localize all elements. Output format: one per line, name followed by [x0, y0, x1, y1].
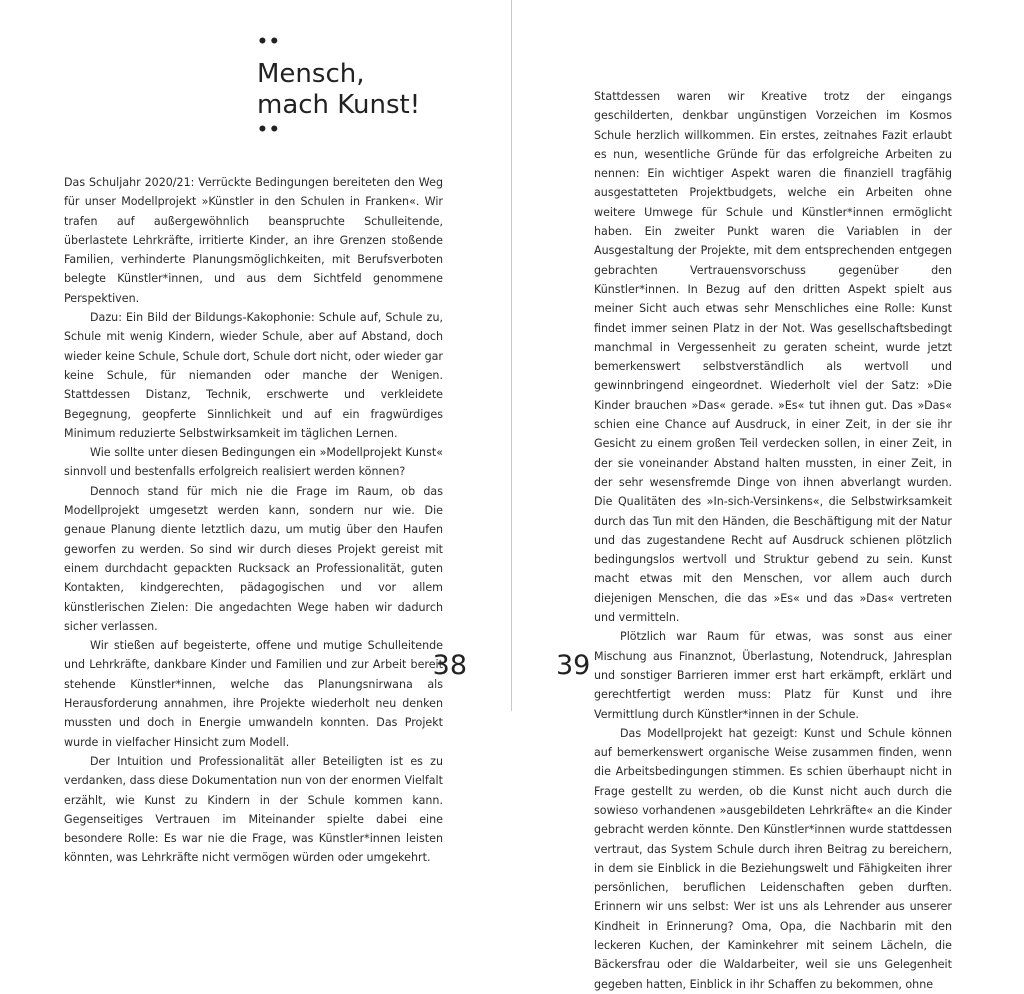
page-number-left: 38: [432, 650, 467, 681]
right-body-text: [594, 87, 952, 994]
left-page: [0, 0, 511, 865]
paragraph: Das Schuljahr 2020/21: Verrückte Bedingungen bereiteten den Weg für unser Modellprojekt »Künstler in den Schulen in Franken«. Wir trafen auf außergewöhnlich beanspruchte Schulleitende, überlastete Lehrkräfte, irritierte Kinder, an ihre Grenzen stoßende Familien, verhinderte Planungsmöglichkeiten, mit Berufsverboten belegte Künstler*innen, und aus dem Sichtfeld genommene Perspektiven.: [64, 176, 443, 305]
ornament-dots-bottom: ••: [257, 120, 281, 140]
left-body-text: [64, 173, 443, 868]
paragraph: Stattdessen waren wir Kreative trotz der eingangs geschilderten, denkbar ungünstigen Vorzeichen im Kosmos Schule herzlich willkommen. Ein erstes, zeitnahes Fazit erlaubt es nun, wesentliche Gründe für das erfolgreiche Arbeiten zu nennen: Ein wichtiger Aspekt waren die finanziell tragfähig ausgestatteten Projektbudgets, welche ein Arbeiten ohne weitere Umwege für Schule und Künstler*innen ermöglicht haben. Ein zweiter Punkt waren die Variablen in der Ausgestaltung der Projekte, mit dem entsprechenden entgegen gebrachten Vertrauensvorschuss gegenüber den Künstler*innen. In Bezug auf den dritten Aspekt spielt aus meiner Sicht auch etwas sehr Menschliches eine Rolle: Kunst findet immer seinen Platz in der Not. Was gesellschaftsbedingt manchmal in Vergessenheit zu geraten scheint, wurde jetzt bemerkenswert selbstverständlich als wertvoll und gewinnbringend eingeordnet. Wiederholt viel der Satz: »Die Kinder brauchen »Das« gerade. »Es« tut ihnen gut. Das »Das« schien eine Chance auf Ausdruck, in einer Zeit, in der sie ihr Gesicht zu einem großen Teil verdecken sollen, in einer Zeit, in der sie voneinander Abstand halten mussten, in einer Zeit, in der sehr wesensfremde Dinge von ihnen abverlangt wurden. Die Qualitäten des »In-sich-Versinkens«, die Selbstwirksamkeit durch das Tun mit den Händen, die Beschäftigung mit der Natur und das zugestandene Recht auf Ausdruck schienen plötzlich bedingungslos wertvoll und Struktur gebend zu sein. Kunst macht etwas mit den Menschen, vor allem auch durch diejenigen Menschen, die das »Es« und das »Das« vertreten und vermitteln.: [594, 90, 952, 625]
paragraph: Plötzlich war Raum für etwas, was sonst aus einer Mischung aus Finanznot, Überlastung, Notendruck, Jahresplan und sonstiger Barrieren immer erst hart erkämpft, erklärt und gerechtfertigt werden muss: Platz für Kunst und ihre Vermittlung durch Künstler*innen in der Schule.: [594, 630, 952, 721]
paragraph: Dazu: Ein Bild der Bildungs-Kakophonie: Schule auf, Schule zu, Schule mit wenig Kindern, wieder Schule, aber auf Abstand, doch wieder keine Schule, Schule dort, Schule dort nicht, oder wieder gar keine Schule, für niemanden oder manche der Wenigen. Stattdessen Distanz, Technik, erschwerte und verkleidete Begegnung, geopferte Sinnlichkeit und auf ein fragwürdiges Minimum reduzierte Selbstwirksamkeit im täglichen Lernen.: [64, 311, 443, 440]
title-line-2: mach Kunst!: [257, 90, 421, 120]
chapter-title: [257, 59, 420, 121]
ornament-dots-top: ••: [257, 32, 281, 52]
title-line-1: Mensch,: [257, 59, 365, 89]
paragraph: Wie sollte unter diesen Bedingungen ein »Modellprojekt Kunst« sinnvoll und bestenfalls erfolgreich realisiert werden können?: [64, 446, 443, 479]
page-number-right: 39: [556, 650, 591, 681]
paragraph: Das Modellprojekt hat gezeigt: Kunst und Schule können auf bemerkenswert organische Weise zusammen finden, wenn die Arbeitsbedingungen stimmen. Es schien überhaupt nicht in Frage gestellt zu werden, ob die Kunst nicht auch durch die sowieso vorhandenen »ausgebildeten Lehrkräfte« an die Kinder gebracht werden könnte. Den Künstler*innen wurde stattdessen vertraut, das System Schule durch ihren Beitrag zu bereichern, in dem sie Einblick in die Beziehungswelt und Fähigkeiten ihrer persönlichen, beruflichen Leidenschaften geben durften. Erinnern wir uns selbst: Wer ist uns als Lehrender aus unserer Kindheit in Erinnerung? Oma, Opa, die Nachbarin mit den leckeren Kuchen, der Kaminkehrer mit seinem Lächeln, die Bäckersfrau oder die Waldarbeiter, weil sie uns Gelegenheit gegeben hatten, Einblick in ihr Schaffen zu bekommen, ohne: [594, 726, 952, 991]
paragraph: Dennoch stand für mich nie die Frage im Raum, ob das Modellprojekt umgesetzt werden kann, sondern nur wie. Die genaue Planung diente letztlich dazu, um mutig über den Haufen geworfen zu werden. So sind wir durch dieses Projekt gereist mit einem durchdacht gepackten Rucksack an Professionalität, guten Kontakten, kindgerechten, pädagogischen und vor allem künstlerischen Zielen: Die angedachten Wege haben wir dadurch sicher verlassen.: [64, 484, 443, 633]
right-page: [512, 0, 1024, 991]
paragraph: Wir stießen auf begeisterte, offene und mutige Schulleitende und Lehrkräfte, dankbare Kinder und Familien und zur Arbeit bereit stehende Künstler*innen, welche das Planungsnirwana als Herausforderung annahmen, ihre Projekte wiederholt neu denken mussten und doch in Energie umwandeln konnten. Das Projekt wurde in vielfacher Hinsicht zum Modell.: [64, 639, 443, 749]
paragraph: Der Intuition und Professionalität aller Beteiligten ist es zu verdanken, dass diese Dokumentation nun von der enormen Vielfalt erzählt, wie Kunst zu Kindern in der Schule kommen kann. Gegenseitiges Vertrauen im Miteinander spielte dabei eine besondere Rolle: Es war nie die Frage, was Künstler*innen leisten könnten, was Lehrkräfte nicht vermögen würden oder umgekehrt.: [64, 754, 443, 865]
